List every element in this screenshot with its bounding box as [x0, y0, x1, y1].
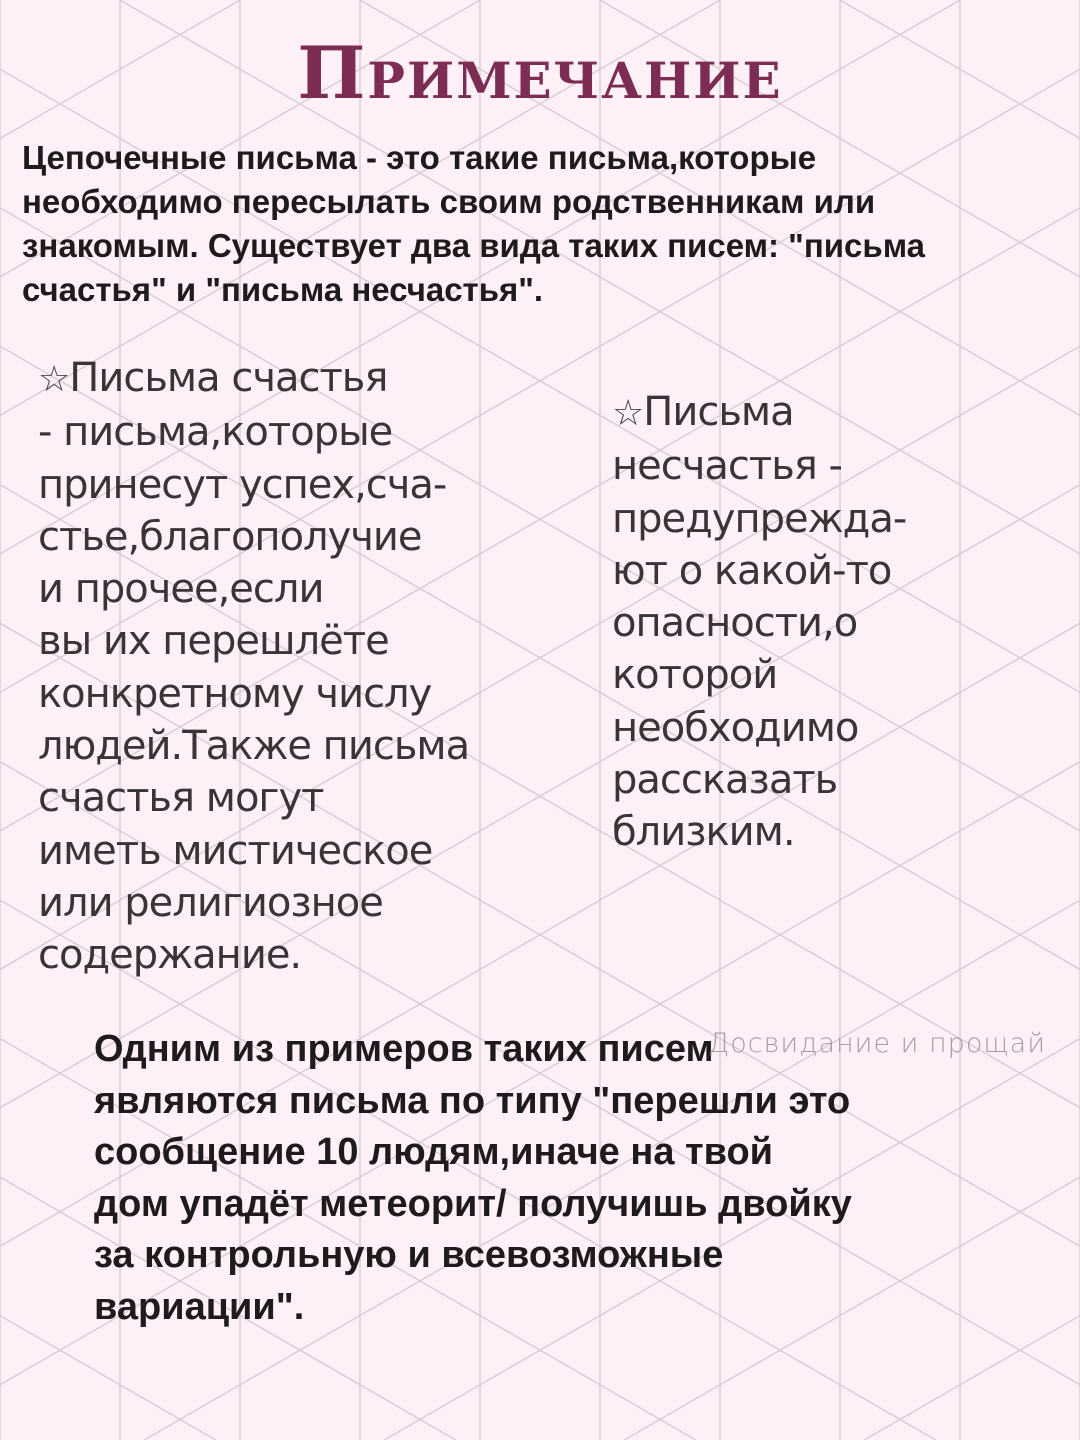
- intro-paragraph: [22, 136, 1062, 312]
- happy-letters-line: - письма,которые: [38, 409, 393, 456]
- happy-letters-line: принесут успех,сча-: [38, 461, 447, 508]
- unhappy-letters-line: несчастья -: [612, 443, 842, 490]
- happy-letters-line: конкретному числу: [38, 670, 432, 717]
- star-icon: ☆: [38, 359, 70, 400]
- unhappy-letters-line: рассказать: [612, 757, 838, 804]
- unhappy-letters-line: опасности,о: [612, 600, 858, 647]
- happy-letters-line: содержание.: [38, 932, 302, 979]
- unhappy-letters-line: которой: [612, 652, 778, 699]
- unhappy-letters-line: близким.: [612, 809, 795, 856]
- intro-line: необходимо пересылать своим родственникам или: [22, 183, 876, 220]
- happy-letters-line: или религиозное: [38, 879, 383, 926]
- unhappy-letters-line: ют о какой-то: [612, 547, 892, 594]
- intro-line: счастья" и "письма несчастья".: [22, 271, 544, 308]
- example-paragraph: [94, 1024, 994, 1333]
- example-line: являются письма по типу "перешли это: [94, 1079, 851, 1122]
- happy-letters-line: людей.Также письма: [38, 723, 470, 770]
- example-line: сообщение 10 людям,иначе на твой: [94, 1131, 774, 1173]
- star-icon: ☆: [612, 393, 644, 434]
- example-line: дом упадёт метеорит/ получишь двойку: [94, 1182, 852, 1225]
- happy-letters-column: [38, 352, 508, 982]
- unhappy-letters-column: [612, 386, 932, 859]
- happy-letters-line: и прочее,если: [38, 566, 324, 613]
- unhappy-letters-line: предупрежда-: [612, 495, 907, 542]
- unhappy-letters-line: Письма: [643, 389, 794, 435]
- signature: Досвидание и прощай: [708, 1028, 1046, 1059]
- unhappy-letters-line: необходимо: [612, 704, 859, 751]
- happy-letters-line: счастья могут: [38, 775, 324, 822]
- happy-letters-line: вы их перешлёте: [38, 618, 389, 665]
- unhappy-letters-heading: [612, 386, 932, 440]
- intro-line: Цепочечные письма - это такие письма,которые: [22, 139, 817, 176]
- happy-letters-line: стье,благополучие: [38, 513, 422, 560]
- happy-letters-heading: [38, 352, 508, 406]
- happy-letters-line: Письма счастья: [69, 355, 388, 401]
- happy-letters-line: иметь мистическое: [38, 827, 433, 874]
- example-line: Одним из примеров таких писем: [94, 1028, 714, 1070]
- example-line: за контрольную и всевозможные: [94, 1234, 724, 1276]
- intro-line: знакомым. Существует два вида таких писем: "письма: [22, 227, 926, 264]
- example-line: вариации".: [94, 1285, 305, 1328]
- page-title: Примечание: [297, 30, 783, 115]
